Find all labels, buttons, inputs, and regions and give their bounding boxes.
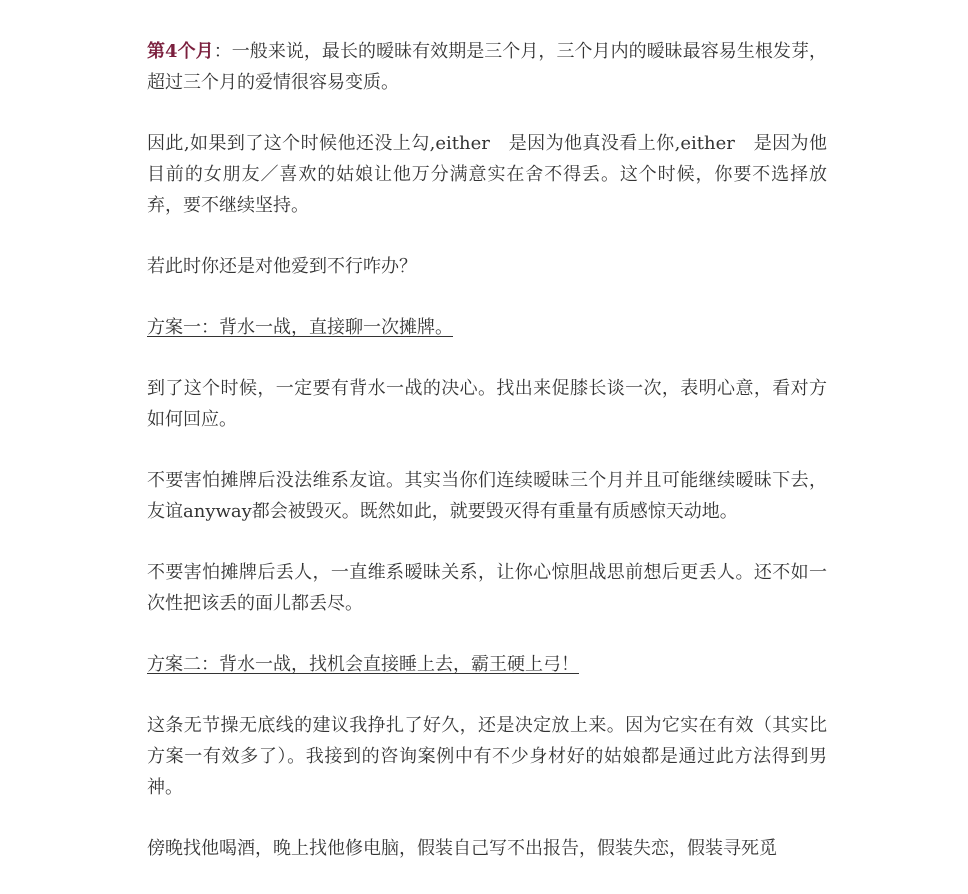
- paragraph-reason: 因此,如果到了这个时候他还没上勾,either 是因为他真没看上你,either 是因为他目前的女朋友／喜欢的姑娘让他万分满意实在舍不得丢。这个时候，你要不选择放弃，要不继续坚持。: [147, 133, 827, 216]
- paragraph-question: 若此时你还是对他爱到不行咋办？: [147, 256, 417, 277]
- intro-paragraph: [147, 36, 827, 98]
- plan-one-heading: [147, 312, 827, 343]
- article-body: [147, 36, 827, 894]
- plan-one-paragraph: 不要害怕摊牌后丢人，一直维系暧昧关系，让你心惊胆战思前想后更丢人。还不如一次性把该丢的面儿都丢尽。: [147, 562, 827, 614]
- plan-two-paragraph: 这条无节操无底线的建议我挣扎了好久，还是决定放上来。因为它实在有效（其实比方案一有效多了）。我接到的咨询案例中有不少身材好的姑娘都是通过此方法得到男神。: [147, 715, 827, 798]
- plan-two-heading-text: 方案二：背水一战，找机会直接睡上去，霸王硬上弓！: [147, 654, 579, 675]
- plan-two-paragraph: 傍晚找他喝酒，晚上找他修电脑，假装自己写不出报告，假装失恋，假装寻死觅: [147, 838, 777, 859]
- plan-one-heading-text: 方案一：背水一战，直接聊一次摊牌。: [147, 317, 453, 338]
- plan-two-heading: [147, 649, 827, 680]
- month-label: 第4个月: [147, 41, 214, 62]
- plan-one-paragraph: 不要害怕摊牌后没法维系友谊。其实当你们连续暧昧三个月并且可能继续暧昧下去，友谊anyway都会被毁灭。既然如此，就要毁灭得有重量有质感惊天动地。: [147, 470, 827, 522]
- month-label-colon: ：: [213, 41, 232, 62]
- plan-one-paragraph: 到了这个时候，一定要有背水一战的决心。找出来促膝长谈一次，表明心意，看对方如何回应。: [147, 378, 827, 430]
- intro-text: 一般来说，最长的暧昧有效期是三个月，三个月内的暧昧最容易生根发芽，超过三个月的爱情很容易变质。: [147, 41, 828, 93]
